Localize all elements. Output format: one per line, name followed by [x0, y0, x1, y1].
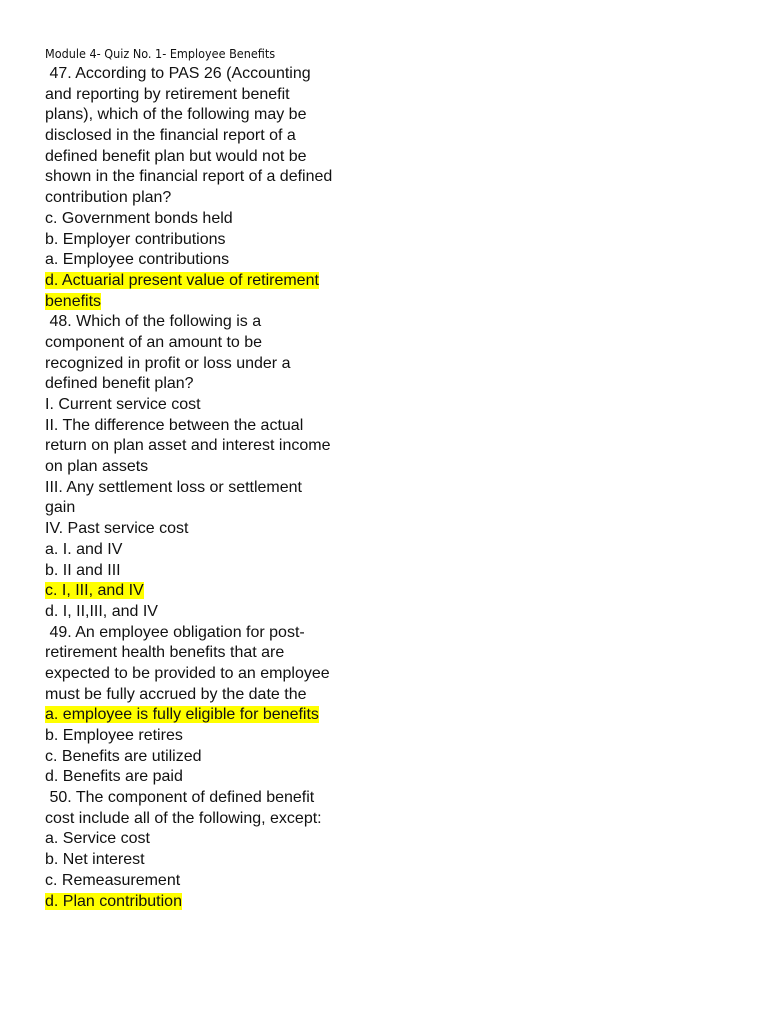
- text-line: [45, 354, 745, 375]
- line-text: component of an amount to be: [45, 333, 263, 351]
- line-text: defined benefit plan?: [45, 375, 194, 393]
- text-line: [45, 561, 745, 582]
- text-line: [45, 436, 745, 457]
- text-line: [45, 188, 745, 209]
- highlighted-answer: c. I, III, and IV: [45, 582, 144, 600]
- line-text: b. II and III: [45, 561, 121, 579]
- highlighted-answer: benefits: [45, 292, 102, 310]
- line-text: a. Employee contributions: [45, 251, 230, 269]
- text-line: [45, 498, 745, 519]
- text-line: [45, 850, 745, 871]
- highlighted-answer: d. Plan contribution: [45, 892, 182, 910]
- line-text: and reporting by retirement benefit: [45, 85, 290, 103]
- text-line: [45, 85, 745, 106]
- text-line: [45, 395, 745, 416]
- line-text: c. Benefits are utilized: [45, 747, 202, 765]
- text-line: [45, 829, 745, 850]
- text-line: [45, 312, 745, 333]
- text-line: [45, 540, 745, 561]
- line-text: II. The difference between the actual: [45, 416, 304, 434]
- text-line: [45, 250, 745, 271]
- line-text: d. Benefits are paid: [45, 768, 183, 786]
- text-line: [45, 788, 745, 809]
- line-text: c. Government bonds held: [45, 209, 233, 227]
- quiz-body: [45, 64, 745, 912]
- line-text: defined benefit plan but would not be: [45, 147, 307, 165]
- text-line: [45, 623, 745, 644]
- text-line: [45, 747, 745, 768]
- line-text: 50. The component of defined benefit: [45, 789, 315, 807]
- line-text: III. Any settlement loss or settlement: [45, 478, 302, 496]
- line-text: d. I, II,III, and IV: [45, 602, 158, 620]
- document-header: Module 4- Quiz No. 1- Employee Benefits: [45, 46, 276, 61]
- line-text: gain: [45, 499, 76, 517]
- text-line: [45, 809, 745, 830]
- highlighted-answer: a. employee is fully eligible for benefits: [45, 706, 319, 724]
- text-line: [45, 374, 745, 395]
- line-text: b. Employee retires: [45, 727, 183, 744]
- text-line: [45, 230, 745, 251]
- line-text: plans), which of the following may be: [45, 106, 307, 124]
- text-line: [45, 685, 745, 706]
- text-line: [45, 478, 745, 499]
- line-text: expected to be provided to an employee: [45, 664, 330, 682]
- text-line: [45, 126, 745, 147]
- text-line: [45, 664, 745, 685]
- line-text: 47. According to PAS 26 (Accounting: [45, 65, 311, 82]
- line-text: retirement health benefits that are: [45, 644, 285, 662]
- text-line: [45, 767, 745, 788]
- text-line: [45, 519, 745, 540]
- text-line: [45, 602, 745, 623]
- line-text: return on plan asset and interest income: [45, 437, 331, 455]
- text-line: [45, 581, 745, 602]
- text-line: [45, 64, 745, 85]
- line-text: b. Net interest: [45, 851, 145, 869]
- line-text: recognized in profit or loss under a: [45, 354, 291, 372]
- line-text: c. Remeasurement: [45, 871, 181, 889]
- text-line: [45, 167, 745, 188]
- text-line: [45, 333, 745, 354]
- line-text: shown in the financial report of a defined: [45, 168, 333, 186]
- text-line: [45, 643, 745, 664]
- line-text: a. Service cost: [45, 830, 150, 848]
- text-line: [45, 892, 745, 913]
- line-text: on plan assets: [45, 458, 149, 476]
- text-line: [45, 416, 745, 437]
- line-text: b. Employer contributions: [45, 230, 226, 248]
- line-text: a. I. and IV: [45, 540, 123, 558]
- line-text: 49. An employee obligation for post-: [45, 623, 305, 641]
- highlighted-answer: d. Actuarial present value of retirement: [45, 271, 319, 289]
- text-line: [45, 209, 745, 230]
- document-page: [45, 45, 745, 912]
- line-text: IV. Past service cost: [45, 520, 189, 538]
- text-line: [45, 726, 745, 747]
- text-line: [45, 457, 745, 478]
- text-line: [45, 271, 745, 292]
- line-text: contribution plan?: [45, 189, 172, 207]
- text-line: [45, 147, 745, 168]
- text-line: [45, 292, 745, 313]
- line-text: 48. Which of the following is a: [45, 313, 262, 331]
- line-text: cost include all of the following, except:: [45, 809, 322, 827]
- line-text: I. Current service cost: [45, 396, 201, 413]
- text-line: [45, 105, 745, 126]
- text-line: [45, 871, 745, 892]
- line-text: disclosed in the financial report of a: [45, 127, 296, 145]
- line-text: must be fully accrued by the date the: [45, 685, 307, 703]
- text-line: [45, 705, 745, 726]
